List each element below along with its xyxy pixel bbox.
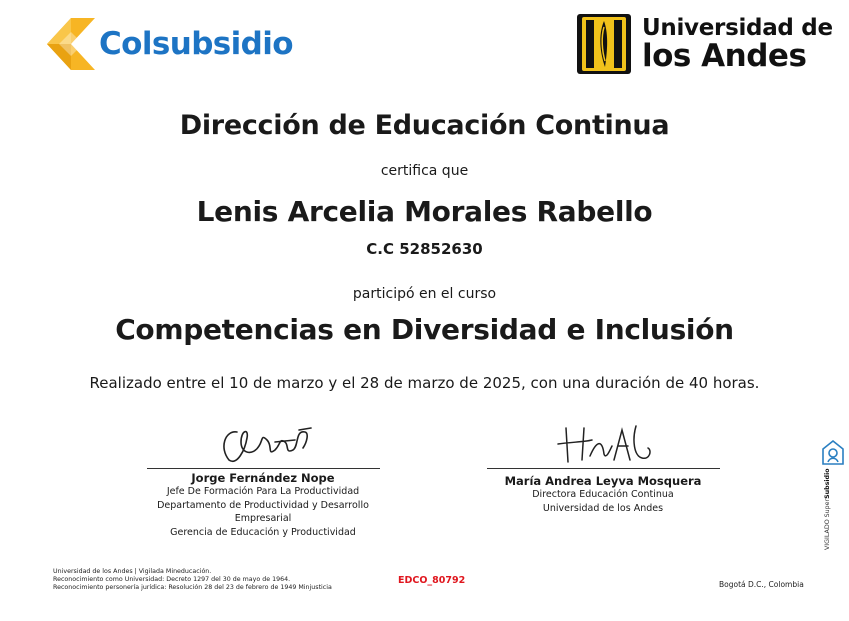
uniandes-shield-icon [576,13,632,75]
signature-1-block [130,471,396,539]
signer-2-title-2: Universidad de los Andes [542,502,664,514]
colsubsidio-mark-icon [47,18,95,70]
completion-text: Realizado entre el 10 de marzo y el 28 de marzo de 2025, con una duración de 40 horas. [89,374,760,392]
vigilado-supersubsidio-badge [822,440,844,550]
uniandes-line-2: los Andes [642,37,807,74]
signature-2-block [470,474,736,515]
colsubsidio-logo [47,15,293,73]
signer-1-title-3: Gerencia de Educación y Productividad [170,526,356,538]
recipient-id: C.C 52852630 [366,240,483,258]
footer-legal-line-3: Reconocimiento personería jurídica: Resolución 28 del 23 de febrero de 1949 Minjusticia [53,584,332,591]
recipient-name: Lenis Arcelia Morales Rabello [196,195,653,228]
signer-2-title-1: Directora Educación Continua [532,489,674,500]
supersubsidio-icon [822,440,844,466]
signature-2-line [487,468,720,469]
footer-legal-line-2: Reconocimiento como Universidad: Decreto 1297 del 30 de mayo de 1964. [53,576,291,583]
signer-1-title-1: Jefe De Formación Para La Productividad [166,486,360,497]
certificate-code: EDCO_80792 [398,575,466,586]
participated-text: participó en el curso [352,286,497,302]
signature-1-image [215,420,325,470]
course-name: Competencias en Diversidad e Inclusión [115,313,734,346]
issuer-title: Dirección de Educación Continua [179,110,670,141]
uniandes-logo [576,12,833,76]
colsubsidio-wordmark: Colsubsidio [99,26,293,62]
certifies-text: certifica que [380,163,469,179]
signer-1-name: Jorge Fernández Nope [191,471,335,485]
signature-2-image [552,420,662,470]
signer-1-title-2: Departamento de Productividad y Desarrollo Empresarial [157,499,369,524]
footer-legal-line-1: Universidad de los Andes | Vigilada Mineducación. [53,568,212,575]
vigilado-text: VIGILADO SuperSubsidio [824,468,831,550]
footer-location: Bogotá D.C., Colombia [719,580,804,589]
signer-2-name: María Andrea Leyva Mosquera [504,474,702,488]
signature-1-line [147,468,380,469]
uniandes-line-1: Universidad de [642,14,833,41]
footer-legal-text [53,568,332,592]
